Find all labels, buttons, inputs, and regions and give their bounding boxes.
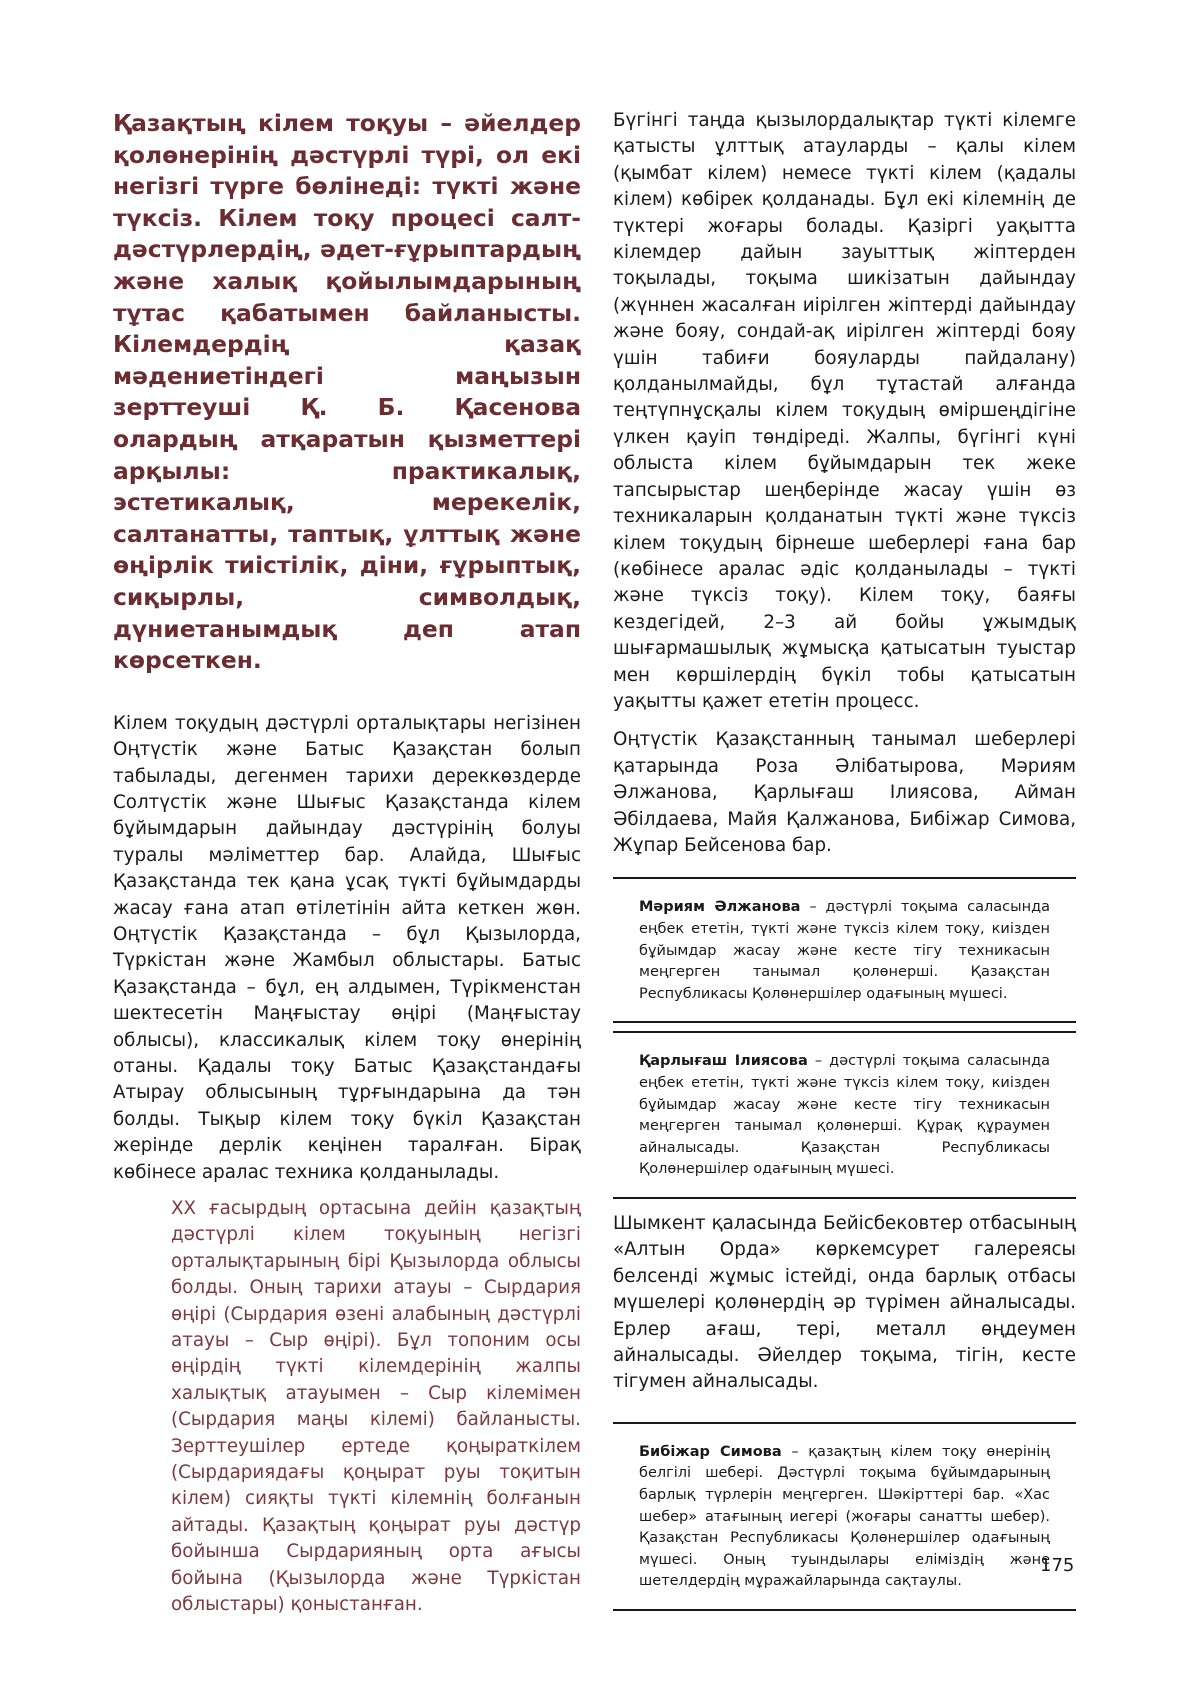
right-body-paragraph-1: Бүгінгі таңда қызылордалықтар түкті кілемге қатысты ұлттық атауларды – қалы кілем (қымбат кілем) немесе түкті кілем (қадалы кілем) көбірек қолданады. Бұл екі кілемнің де түктері жоғары болады. Қазіргі уақытта кілемдер дайын зауыттық жіптерден тоқылады, тоқыма шикізатын дайындау (жүннен жасалған иірілген жіптерді дайындау және бояу, сондай-ақ иірілген жіптерді бояу үшін табиғи бояуларды пайдалану) қолданылмайды, бұл тұтастай алғанда теңтүпнұсқалы кілем тоқудың өміршеңдігіне үлкен қауіп төндіреді. Жалпы, бүгінгі күні облыста кілем бұйымдарын тек жеке тапсырыстар шеңберінде жасау үшін өз техникаларын қолданатын түкті және түксіз кілем тоқудың бірнеше шеберлері ғана бар (көбінесе аралас әдіс қолданылады – түкті және түксіз тоқу). Кілем тоқу, баяғы кездегідей, 2–3 ай бойы ұжымдық шығармашылық жұмысқа қатысатын туыстар мен көршілердің бүкіл тобы қатысатын уақытты қажет ететін процесс. [613, 110, 1076, 712]
page-number: 175 [1040, 1555, 1075, 1576]
bio-name: Бибіжар Симова [639, 1443, 782, 1460]
bio-text: – дәстүрлі тоқыма саласында еңбек ететін, түкті және түксіз кілем тоқу, киізден бұйымдар жасау және кесте тігу техникасын меңгерген танымал қолөнерші. Құрақ құраумен айналысады. Қазақстан Республикасы Қолөнершілер одағының мүшесі. [639, 1053, 1050, 1178]
lead-paragraph: Қазақтың кілем тоқуы – әйелдер қолөнерінің дәстүрлі түрі, ол екі негізгі түрге бөлінеді: түкті және түксіз. Кілем тоқу процесі салт-дәстүрлердің, әдет-ғұрыптардың және халық қойылымдарының тұтас қабатымен байланысты. Кілемдердің қазақ мәдениетіндегі маңызын зерттеуші Қ. Б. Қасенова олардың атқаратын қызметтері арқылы: практикалық, эстетикалық, мерекелік, салтанатты, таптық, ұлттық және өңірлік тиістілік, діни, ғұрыптық, сиқырлы, символдық, дүниетанымдық деп атап көрсеткен. [113, 109, 581, 675]
bio-name: Қарлығаш Ілиясова [639, 1053, 808, 1070]
right-body-paragraph-3: Шымкент қаласында Бейісбековтер отбасының «Алтын Орда» көркемсурет галереясы белсенді жұмыс істейді, онда барлық отбасы мүшелері қолөнердің әр түрімен айналысады. Ерлер ағаш, тері, металл өңдеумен айналысады. Әйелдер тоқыма, тігін, кесте тігумен айналысады. [613, 1212, 1076, 1393]
left-body-paragraph: Кілем тоқудың дәстүрлі орталықтары негізінен Оңтүстік және Батыс Қазақстан болып табылады, дегенмен тарихи дереккөздерде Солтүстік және Шығыс Қазақстанда кілем бұйымдарын дайындау дәстүрінің болуы туралы мәліметтер бар. Алайда, Шығыс Қазақстанда тек қана ұсақ түкті бұйымдарды жасау ғана атап өтілетінін айта кеткен жөн. Оңтүстік Қазақстанда – бұл Қызылорда, Түркістан және Жамбыл облыстары. Батыс Қазақстанда – бұл, ең алдымен, Түрікменстан шектесетін Маңғыстау өңірі (Маңғыстау облысы), классикалық кілем тоқу өнерінің отаны. Қадалы тоқу Батыс Қазақстандағы Атырау облысының тұрғындарына да тән болды. Тықыр кілем тоқу бүкіл Қазақстан жерінде дерлік кеңінен таралған. Бірақ көбінесе аралас техника қолданылады. [113, 712, 581, 1183]
bio-box-2 [613, 1031, 1076, 1199]
bio-text: – дәстүрлі тоқыма саласында еңбек ететін, түкті және түксіз кілем тоқу, киізден бұйымдар жасау және кесте тігу техникасын меңгерген танымал қолөнерші. Қазақстан Республикасы Қолөнершілер одағының мүшесі. [639, 899, 1050, 1002]
left-column [113, 108, 581, 1619]
bio-text: – қазақтың кілем тоқу өнерінің белгілі шебері. Дәстүрлі тоқыма бұйымдарының барлық түрлерін меңгерген. Шәкірттері бар. «Хас шебер» атағының иегері (жоғары санатты шебер). Қазақстан Республикасы Қолөнершілер одағының мүшесі. Оның туындылары еліміздің және шетелдердің мұражайларында сақтаулы. [639, 1443, 1050, 1590]
bio-name: Мәриям Әлжанова [639, 899, 801, 916]
bio-box-1 [613, 877, 1076, 1023]
highlighted-quote: ХХ ғасырдың ортасына дейін қазақтың дәстүрлі кілем тоқуының негізгі орталықтарының бірі Қызылорда облысы болды. Оның тарихи атауы – Сырдария өңірі (Сырдария өзені алабының дәстүрлі атауы – Сыр өңірі). Бұл топоним осы өңірдің түкті кілемдерінің жалпы халықтық атауымен – Сыр кілемімен (Сырдария маңы кілемі) байланысты. Зерттеушілер ертеде қоңыраткілем (Сырдариядағы қоңырат руы тоқитын кілем) сияқты түкті кілемнің болғанын айтады. Қазақтың қоңырат руы дәстүр бойынша Сырдарияның орта ағысы бойына (Қызылорда және Түркістан облыстары) қоныстанған. [171, 1198, 581, 1616]
right-column [613, 108, 1076, 1611]
right-body-paragraph-2: Оңтүстік Қазақстанның танымал шеберлері қатарында Роза Әлібатырова, Мәриям Әлжанова, Қарлығаш Ілиясова, Айман Әбілдаева, Майя Қалжанова, Бибіжар Симова, Жұпар Бейсенова бар. [613, 729, 1076, 856]
bio-box-3 [613, 1422, 1076, 1611]
